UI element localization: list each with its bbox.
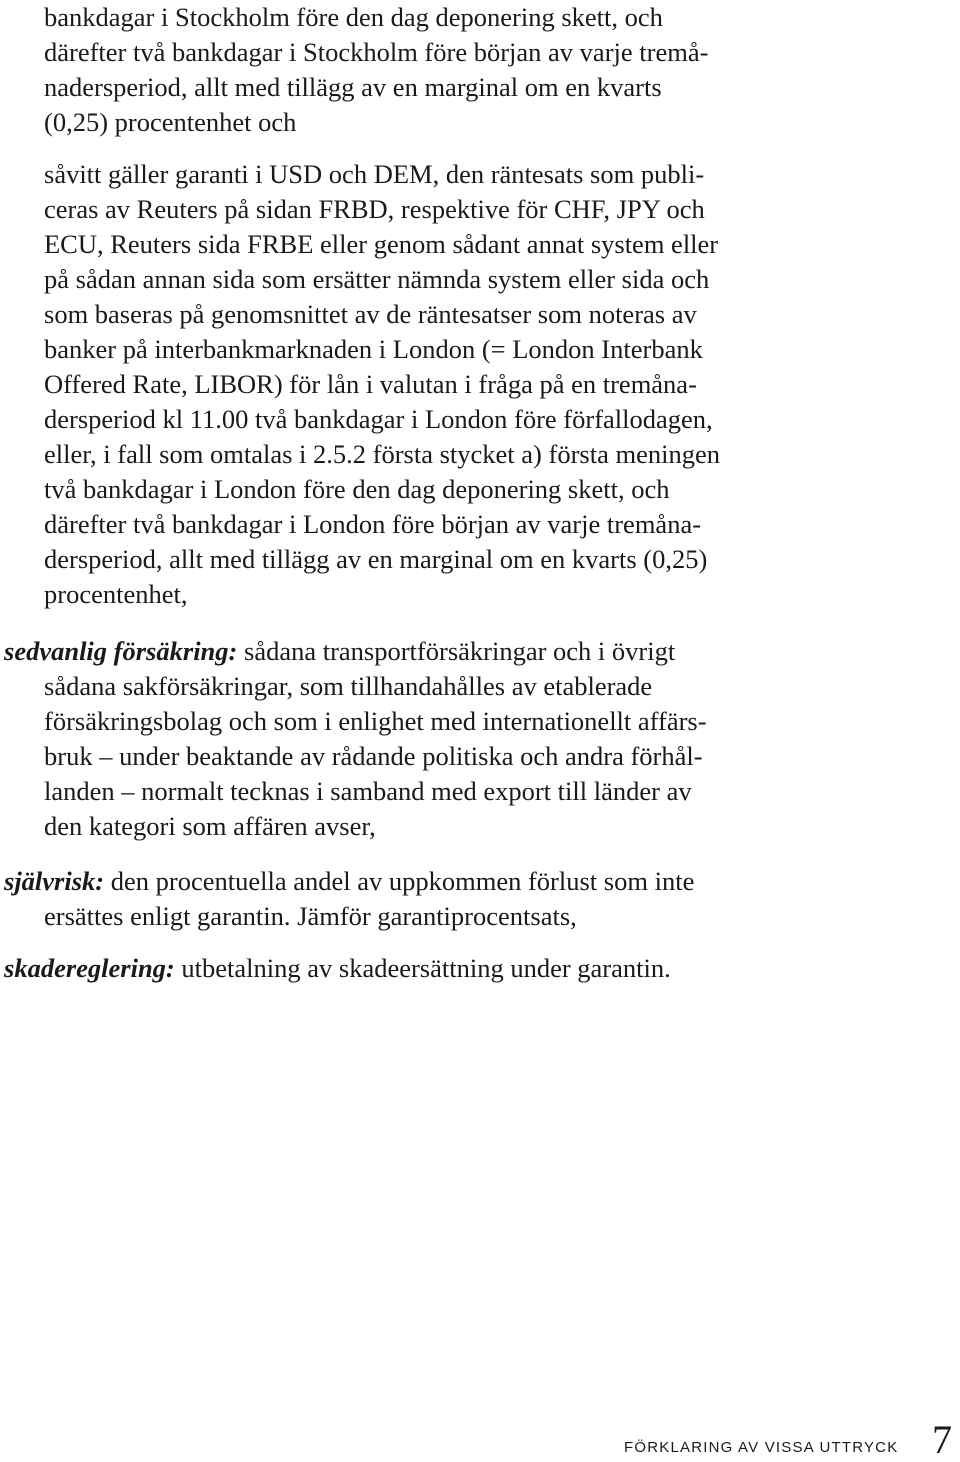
text-line: såvitt gäller garanti i USD och DEM, den räntesats som publi- — [44, 159, 705, 189]
text-line: bruk – under beaktande av rådande politiska och andra förhål- — [44, 741, 703, 771]
definition-term: skadereglering: — [4, 953, 175, 983]
definition-text: sådana transportförsäkringar och i övrigt — [244, 636, 676, 666]
text-line: landen – normalt tecknas i samband med export till länder av — [44, 776, 692, 806]
text-line: (0,25) procentenhet och — [44, 107, 297, 137]
text-line: procentenhet, — [44, 579, 188, 609]
text-line: två bankdagar i London före den dag deponering skett, och — [44, 474, 670, 504]
text-line: bankdagar i Stockholm före den dag deponering skett, och — [44, 2, 663, 32]
definition-first-line — [4, 864, 694, 898]
definition-term: sedvanlig försäkring: — [4, 636, 238, 666]
text-line: eller, i fall som omtalas i 2.5.2 första stycket a) första meningen — [44, 439, 720, 469]
text-line: dersperiod, allt med tillägg av en marginal om en kvarts (0,25) — [44, 544, 708, 574]
definition-text: utbetalning av skadeersättning under garantin. — [181, 953, 671, 983]
text-line: dersperiod kl 11.00 två bankdagar i London före förfallodagen, — [44, 404, 713, 434]
definition-term: självrisk: — [4, 866, 105, 896]
text-line: ECU, Reuters sida FRBE eller genom sådant annat system eller — [44, 229, 719, 259]
text-line: nadersperiod, allt med tillägg av en marginal om en kvarts — [44, 72, 662, 102]
text-line: banker på interbankmarknaden i London (= London Interbank — [44, 334, 703, 364]
text-line: försäkringsbolag och som i enlighet med internationellt affärs- — [44, 706, 707, 736]
text-line: på sådan annan sida som ersätter nämnda system eller sida och — [44, 264, 710, 294]
text-line: som baseras på genomsnittet av de räntesatser som noteras av — [44, 299, 697, 329]
definition-first-line — [4, 634, 675, 668]
text-line: sådana sakförsäkringar, som tillhandahålles av etablerade — [44, 671, 653, 701]
definition-first-line — [4, 951, 671, 985]
text-line: Offered Rate, LIBOR) för lån i valutan i fråga på en tremåna- — [44, 369, 697, 399]
text-line: därefter två bankdagar i London före början av varje tremåna- — [44, 509, 702, 539]
text-line: den kategori som affären avser, — [44, 811, 376, 841]
definition-text: den procentuella andel av uppkommen förlust som inte — [110, 866, 695, 896]
page-number: 7 — [932, 1417, 952, 1462]
text-line: ceras av Reuters på sidan FRBD, respektive för CHF, JPY och — [44, 194, 705, 224]
text-line: därefter två bankdagar i Stockholm före början av varje tremå- — [44, 37, 709, 67]
footer-section-label: FÖRKLARING AV VISSA UTTRYCK — [624, 1439, 899, 1456]
text-line: ersättes enligt garantin. Jämför garantiprocentsats, — [44, 901, 577, 931]
